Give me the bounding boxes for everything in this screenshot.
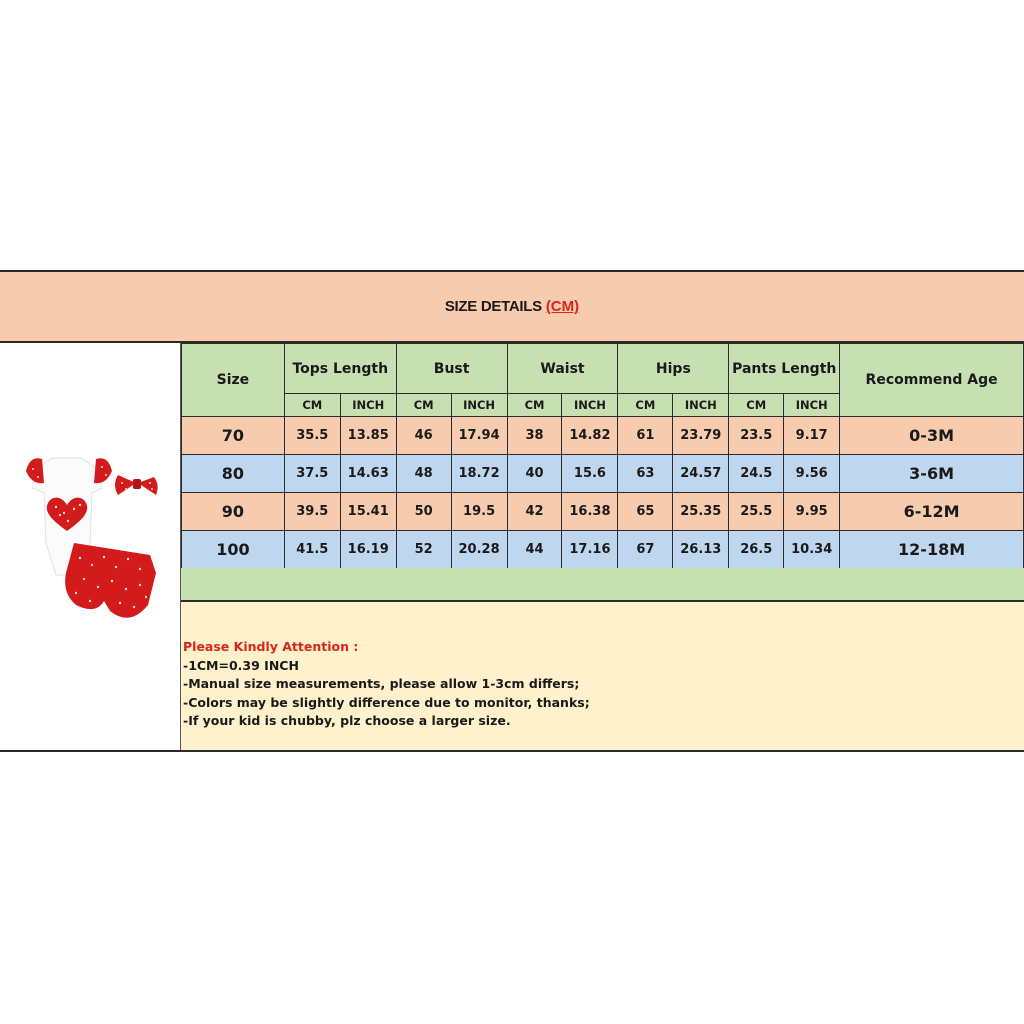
cell-age: 6-12M	[840, 493, 1024, 531]
header-hips: Hips	[618, 344, 729, 394]
cell-hips-cm: 63	[618, 455, 673, 493]
cell-waist-cm: 42	[507, 493, 562, 531]
cell-waist-inch: 16.38	[562, 493, 618, 531]
cell-pants-cm: 26.5	[729, 531, 784, 569]
cell-pants-inch: 10.34	[784, 531, 840, 569]
table-row	[182, 417, 1024, 455]
attention-notes	[181, 602, 1024, 750]
cell-hips-inch: 26.13	[673, 531, 729, 569]
header-size: Size	[182, 344, 285, 417]
cell-bust-cm: 50	[396, 493, 451, 531]
cell-pants-inch: 9.56	[784, 455, 840, 493]
cell-tops-cm: 39.5	[284, 493, 340, 531]
subheader-inch: INCH	[451, 394, 507, 417]
size-chart-table	[181, 343, 1024, 569]
cell-waist-inch: 14.82	[562, 417, 618, 455]
header-bust: Bust	[396, 344, 507, 394]
table-row	[182, 493, 1024, 531]
cell-tops-cm: 37.5	[284, 455, 340, 493]
title-unit: (CM)	[545, 298, 580, 315]
cell-pants-cm: 25.5	[729, 493, 784, 531]
title-text: SIZE DETAILS	[444, 298, 542, 315]
cell-tops-inch: 14.63	[340, 455, 396, 493]
cell-tops-inch: 16.19	[340, 531, 396, 569]
cell-size: 80	[182, 455, 285, 493]
header-tops-length: Tops Length	[284, 344, 396, 394]
cell-bust-cm: 52	[396, 531, 451, 569]
cell-pants-inch: 9.95	[784, 493, 840, 531]
cell-bust-inch: 19.5	[451, 493, 507, 531]
header-recommend-age: Recommend Age	[840, 344, 1024, 417]
cell-hips-cm: 67	[618, 531, 673, 569]
cell-size: 90	[182, 493, 285, 531]
subheader-cm: CM	[729, 394, 784, 417]
cell-hips-cm: 65	[618, 493, 673, 531]
cell-pants-inch: 9.17	[784, 417, 840, 455]
cell-waist-cm: 40	[507, 455, 562, 493]
cell-hips-inch: 25.35	[673, 493, 729, 531]
product-image	[0, 343, 180, 752]
subheader-cm: CM	[507, 394, 562, 417]
product-photo-cell	[0, 343, 181, 752]
cell-size: 70	[182, 417, 285, 455]
cell-waist-cm: 44	[507, 531, 562, 569]
cell-bust-cm: 46	[396, 417, 451, 455]
cell-tops-inch: 13.85	[340, 417, 396, 455]
headband-bow-icon	[115, 475, 158, 495]
notes-heading: Please Kindly Attention :	[183, 639, 359, 654]
subheader-cm: CM	[284, 394, 340, 417]
cell-tops-inch: 15.41	[340, 493, 396, 531]
cell-bust-inch: 18.72	[451, 455, 507, 493]
cell-waist-cm: 38	[507, 417, 562, 455]
cell-hips-inch: 24.57	[673, 455, 729, 493]
table-row	[182, 531, 1024, 569]
header-waist: Waist	[507, 344, 618, 394]
subheader-inch: INCH	[784, 394, 840, 417]
subheader-inch: INCH	[673, 394, 729, 417]
size-details-title-band	[0, 270, 1024, 343]
cell-waist-inch: 15.6	[562, 455, 618, 493]
cell-age: 0-3M	[840, 417, 1024, 455]
cell-hips-inch: 23.79	[673, 417, 729, 455]
cell-bust-inch: 17.94	[451, 417, 507, 455]
cell-pants-cm: 24.5	[729, 455, 784, 493]
subheader-inch: INCH	[562, 394, 618, 417]
subheader-cm: CM	[618, 394, 673, 417]
cell-pants-cm: 23.5	[729, 417, 784, 455]
cell-size: 100	[182, 531, 285, 569]
table-row	[182, 455, 1024, 493]
cell-bust-cm: 48	[396, 455, 451, 493]
note-line: -If your kid is chubby, plz choose a larger size.	[183, 713, 511, 728]
note-line: -1CM=0.39 INCH	[183, 657, 299, 673]
cell-hips-cm: 61	[618, 417, 673, 455]
note-line: -Colors may be slightly difference due to monitor, thanks;	[183, 694, 590, 710]
shorts-icon	[65, 543, 156, 618]
subheader-cm: CM	[396, 394, 451, 417]
note-line: -Manual size measurements, please allow 1-3cm differs;	[183, 676, 580, 691]
empty-green-row	[181, 568, 1024, 602]
subheader-inch: INCH	[340, 394, 396, 417]
bottom-border	[0, 750, 1024, 752]
cell-tops-cm: 41.5	[284, 531, 340, 569]
cell-bust-inch: 20.28	[451, 531, 507, 569]
cell-age: 12-18M	[840, 531, 1024, 569]
cell-waist-inch: 17.16	[562, 531, 618, 569]
header-pants-length: Pants Length	[729, 344, 840, 394]
cell-tops-cm: 35.5	[284, 417, 340, 455]
cell-age: 3-6M	[840, 455, 1024, 493]
